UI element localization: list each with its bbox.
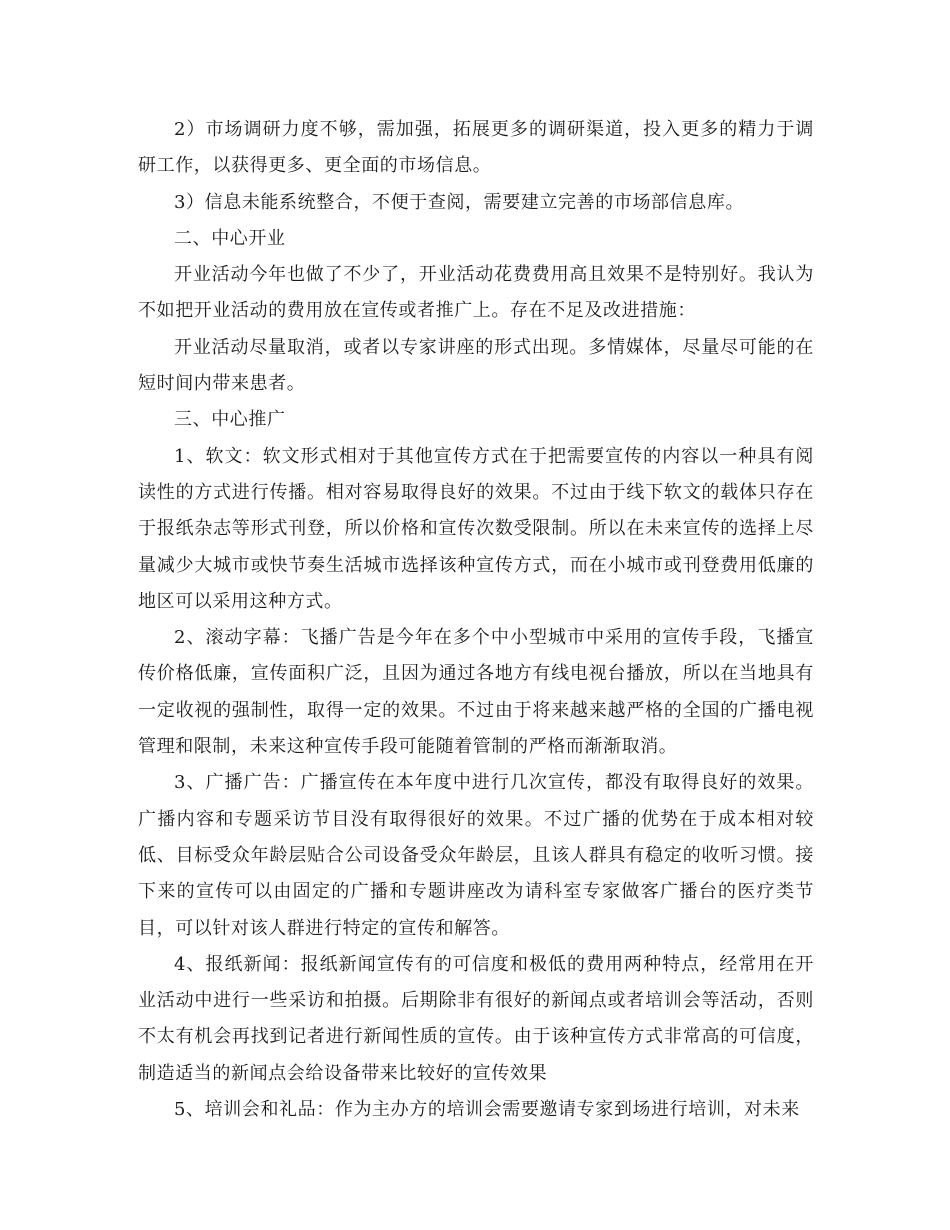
paragraph-market-research: 2）市场调研力度不够，需加强，拓展更多的调研渠道，投入更多的精力于调研工作，以获得更多、更全面的市场信息。 <box>138 119 814 177</box>
document-body <box>138 112 814 1128</box>
paragraph-info-integration: 3）信息未能系统整合，不便于查阅，需要建立完善的市场部信息库。 <box>174 191 745 213</box>
paragraph-opening-improvement: 开业活动尽量取消，或者以专家讲座的形式出现。多情媒体，尽量尽可能的在短时间内带来患者。 <box>138 336 814 395</box>
paragraph-training-gifts: 5、培训会和礼品：作为主办方的培训会需要邀请专家到场进行培训，对未来 <box>174 1099 800 1121</box>
paragraph-scrolling-caption: 2、滚动字幕：飞播广告是今年在多个中小型城市中采用的宣传手段，飞播宣传价格低廉，宣传面积广泛，且因为通过各地方有线电视台播放，所以在当地具有一定收视的强制性，取得一定的效果。不过由于将来越来越严格的全国的广播电视管理和限制，未来这种宣传手段可能随着管制的严格而渐渐取消。 <box>138 627 814 758</box>
section-heading-opening: 二、中心开业 <box>174 227 286 249</box>
section-heading-promotion: 三、中心推广 <box>174 409 286 431</box>
paragraph-radio-ads: 3、广播广告：广播宣传在本年度中进行几次宣传，都没有取得良好的效果。广播内容和专题采访节目没有取得很好的效果。不过广播的优势在于成本相对较低、目标受众年龄层贴合公司设备受众年龄层，且该人群具有稳定的收听习惯。接下来的宣传可以由固定的广播和专题讲座改为请科室专家做客广播台的医疗类节目，可以针对该人群进行特定的宣传和解答。 <box>138 772 814 939</box>
paragraph-newspaper-news: 4、报纸新闻：报纸新闻宣传有的可信度和极低的费用两种特点，经常用在开业活动中进行一些采访和拍摄。后期除非有很好的新闻点或者培训会等活动，否则不太有机会再找到记者进行新闻性质的宣传。由于该种宣传方式非常高的可信度，制造适当的新闻点会给设备带来比较好的宣传效果 <box>138 953 814 1084</box>
paragraph-opening-activities: 开业活动今年也做了不少了，开业活动花费费用高且效果不是特别好。我认为不如把开业活动的费用放在宣传或者推广上。存在不足及改进措施： <box>138 264 814 322</box>
paragraph-soft-article: 1、软文：软文形式相对于其他宣传方式在于把需要宣传的内容以一种具有阅读性的方式进行传播。相对容易取得良好的效果。不过由于线下软文的载体只存在于报纸杂志等形式刊登，所以价格和宣传次数受限制。所以在未来宣传的选择上尽量减少大城市或快节奏生活城市选择该种宣传方式，而在小城市或刊登费用低廉的地区可以采用这种方式。 <box>138 445 814 612</box>
